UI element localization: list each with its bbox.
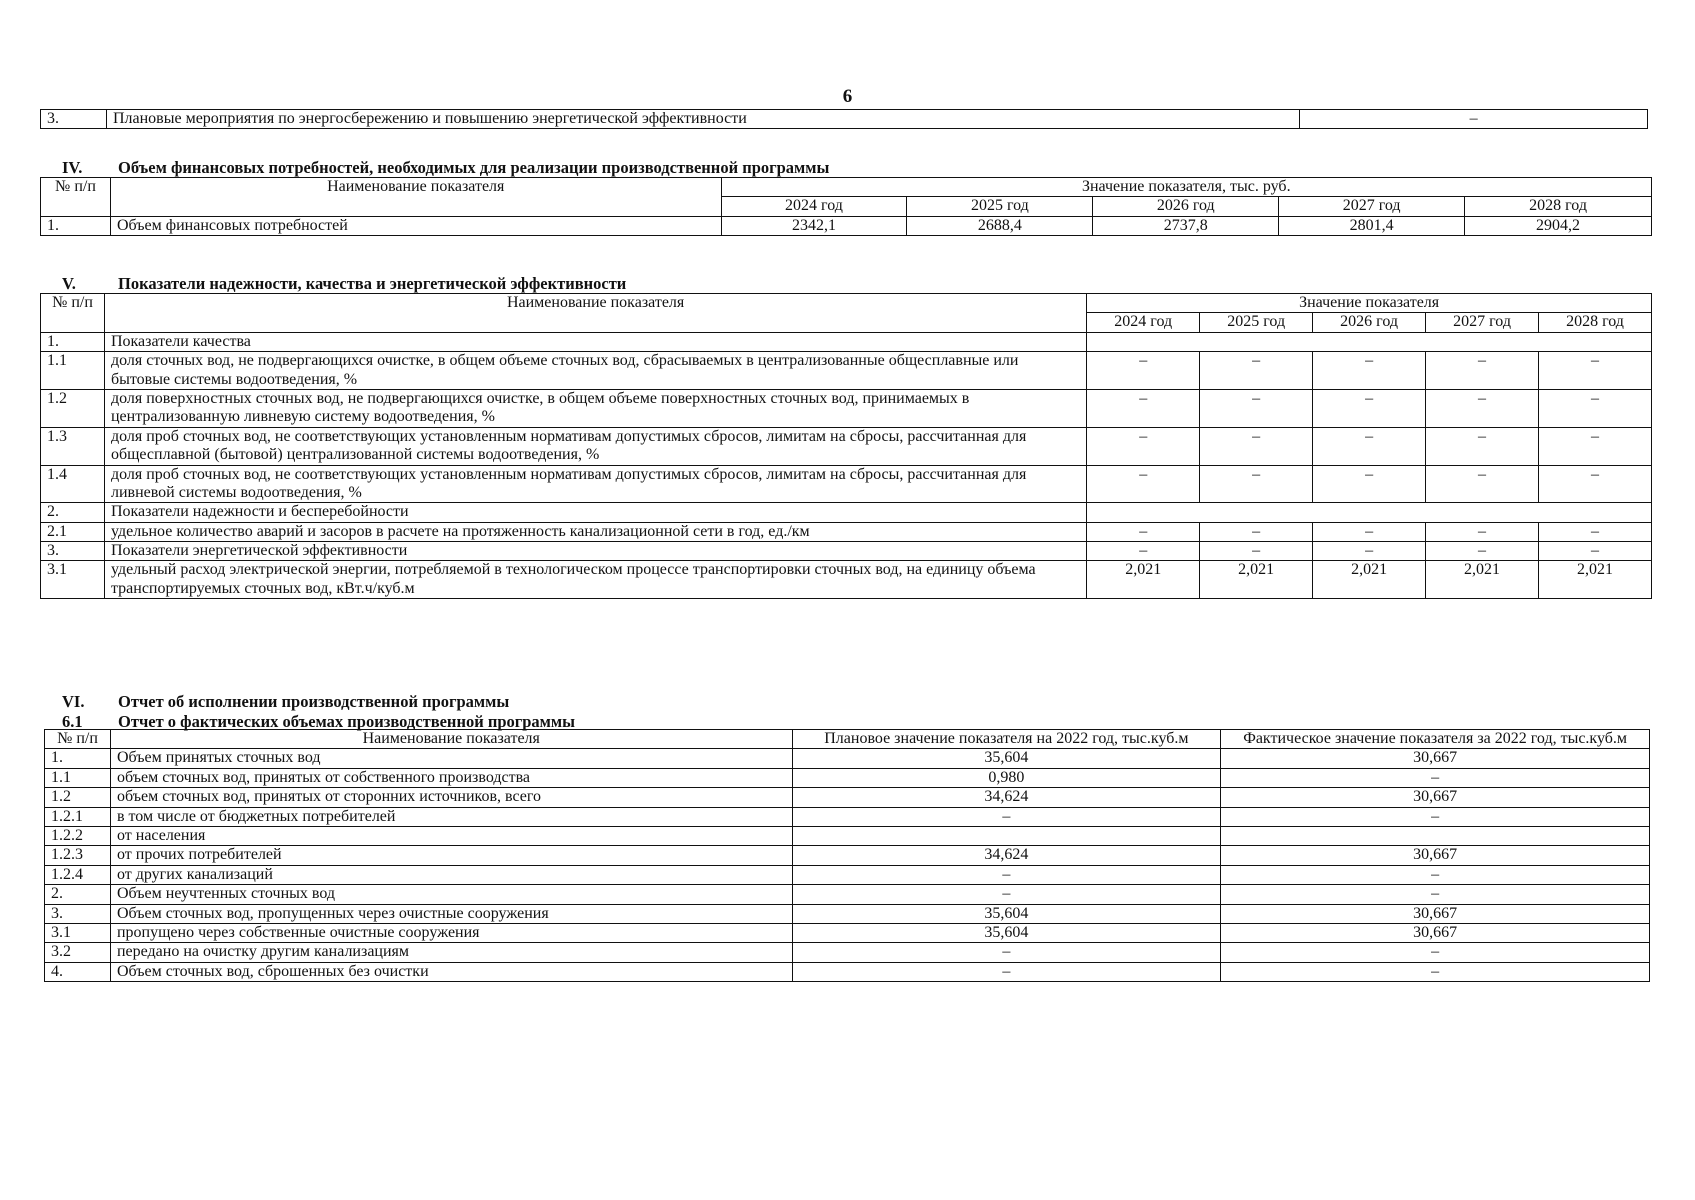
row-number: 1. <box>45 749 111 768</box>
table-row <box>41 352 1652 390</box>
row-plan-value <box>792 826 1221 845</box>
row-number: 1.2.3 <box>45 846 111 865</box>
row-plan-value: 35,604 <box>792 749 1221 768</box>
row-plan-value: 35,604 <box>792 923 1221 942</box>
table-row <box>45 826 1650 845</box>
row-name: Объем принятых сточных вод <box>110 749 792 768</box>
row-value: 2,021 <box>1426 561 1539 599</box>
row-fact-value: – <box>1221 962 1650 981</box>
row-value: – <box>1426 352 1539 390</box>
section-number: V. <box>62 274 76 293</box>
row-number: 2. <box>41 503 105 522</box>
row-fact-value: – <box>1221 807 1650 826</box>
table-row <box>41 427 1652 465</box>
row-fact-value: – <box>1221 768 1650 787</box>
row-plan-value: – <box>792 885 1221 904</box>
table-row <box>45 846 1650 865</box>
year-header: 2024 год <box>721 197 907 216</box>
table-row <box>45 943 1650 962</box>
row-number: 3. <box>45 904 111 923</box>
row-number: 4. <box>45 962 111 981</box>
table-row <box>41 110 1648 129</box>
col-header-value: Значение показателя, тыс. руб. <box>721 178 1651 197</box>
row-fact-value: – <box>1221 885 1650 904</box>
page-number: 6 <box>842 86 853 107</box>
row-fact-value: – <box>1221 865 1650 884</box>
row-value: 2904,2 <box>1465 216 1652 235</box>
row-value: – <box>1200 427 1313 465</box>
row-name: пропущено через собственные очистные сооружения <box>110 923 792 942</box>
section-5-heading <box>62 274 626 294</box>
row-number: 1.4 <box>41 465 105 503</box>
table-row <box>41 465 1652 503</box>
row-number: 1.2 <box>41 389 105 427</box>
col-header-plan: Плановое значение показателя на 2022 год, тыс.куб.м <box>792 730 1221 749</box>
row-fact-value: 30,667 <box>1221 788 1650 807</box>
row-name: удельное количество аварий и засоров в расчете на протяженность канализационной сети в год, ед./км <box>104 522 1086 541</box>
row-number: 1.2 <box>45 788 111 807</box>
row-value: – <box>1087 427 1200 465</box>
row-value: – <box>1200 465 1313 503</box>
row-name: от населения <box>110 826 792 845</box>
row-name: Показатели надежности и бесперебойности <box>104 503 1086 522</box>
table-row <box>41 561 1652 599</box>
row-number: 1. <box>41 216 111 235</box>
row-name: доля проб сточных вод, не соответствующих установленным нормативам допустимых сбросов, лимитам на сбросы, рассчитанная для общесплавной (бытовой) централизованной системы водоотведения, % <box>104 427 1086 465</box>
row-number: 1. <box>41 332 105 351</box>
table-row <box>45 807 1650 826</box>
col-header-fact: Фактическое значение показателя за 2022 год, тыс.куб.м <box>1221 730 1650 749</box>
row-name: Плановые мероприятия по энергосбережению и повышению энергетической эффективности <box>106 110 1299 129</box>
row-value: – <box>1539 465 1652 503</box>
row-plan-value: 35,604 <box>792 904 1221 923</box>
row-value: – <box>1087 389 1200 427</box>
table-row <box>45 788 1650 807</box>
col-header-number: № п/п <box>45 730 111 749</box>
row-name: Показатели энергетической эффективности <box>104 542 1086 561</box>
row-fact-value: – <box>1221 943 1650 962</box>
row-value: – <box>1200 542 1313 561</box>
row-value: – <box>1426 427 1539 465</box>
row-name: Объем сточных вод, пропущенных через очистные сооружения <box>110 904 792 923</box>
row-value: – <box>1087 465 1200 503</box>
row-value: 2,021 <box>1200 561 1313 599</box>
row-value: – <box>1426 522 1539 541</box>
row-fact-value: 30,667 <box>1221 923 1650 942</box>
row-name: от других канализаций <box>110 865 792 884</box>
row-name: удельный расход электрической энергии, потребляемой в технологическом процессе транспортировки сточных вод, на единицу объема транспортируемых сточных вод, кВт.ч/куб.м <box>104 561 1086 599</box>
empty-value-cell <box>1087 503 1652 522</box>
row-name: доля проб сточных вод, не соответствующих установленным нормативам допустимых сбросов, лимитам на сбросы, рассчитанная для ливневой системы водоотведения, % <box>104 465 1086 503</box>
row-value: 2,021 <box>1087 561 1200 599</box>
row-value: 2342,1 <box>721 216 907 235</box>
col-header-value: Значение показателя <box>1087 294 1652 313</box>
row-value: – <box>1313 427 1426 465</box>
row-number: 3. <box>41 542 105 561</box>
table-row <box>41 542 1652 561</box>
row-value: 2,021 <box>1313 561 1426 599</box>
empty-value-cell <box>1087 332 1652 351</box>
table-row <box>41 216 1652 235</box>
row-fact-value: 30,667 <box>1221 904 1650 923</box>
col-header-number: № п/п <box>41 294 105 333</box>
row-value: 2,021 <box>1539 561 1652 599</box>
year-header: 2027 год <box>1426 313 1539 332</box>
table-row <box>45 865 1650 884</box>
row-plan-value: 0,980 <box>792 768 1221 787</box>
year-header: 2027 год <box>1279 197 1465 216</box>
row-value: – <box>1087 352 1200 390</box>
row-name: Показатели качества <box>104 332 1086 351</box>
row-value: 2688,4 <box>907 216 1093 235</box>
row-fact-value: 30,667 <box>1221 846 1650 865</box>
table-row <box>41 503 1652 522</box>
row-value: – <box>1313 352 1426 390</box>
year-header: 2025 год <box>907 197 1093 216</box>
col-header-number: № п/п <box>41 178 111 217</box>
year-header: 2026 год <box>1093 197 1279 216</box>
section-6-heading <box>62 692 509 712</box>
section-4-heading <box>62 158 829 178</box>
section-title: Объем финансовых потребностей, необходимых для реализации производственной программы <box>118 158 830 177</box>
col-header-name: Наименование показателя <box>110 178 721 217</box>
row-name: Объем неучтенных сточных вод <box>110 885 792 904</box>
row-value: – <box>1313 542 1426 561</box>
section-title: Отчет об исполнении производственной программы <box>118 692 510 711</box>
section-title: Показатели надежности, качества и энергетической эффективности <box>118 274 627 293</box>
row-value: – <box>1426 389 1539 427</box>
year-header: 2028 год <box>1539 313 1652 332</box>
year-header: 2025 год <box>1200 313 1313 332</box>
table-row <box>45 923 1650 942</box>
row-number: 3.2 <box>45 943 111 962</box>
row-value: – <box>1200 389 1313 427</box>
row-name: доля сточных вод, не подвергающихся очистке, в общем объеме сточных вод, сбрасываемых в централизованные общесплавные или бытовые системы водоотведения, % <box>104 352 1086 390</box>
row-name: в том числе от бюджетных потребителей <box>110 807 792 826</box>
year-header: 2028 год <box>1465 197 1652 216</box>
row-plan-value: 34,624 <box>792 788 1221 807</box>
row-number: 3.1 <box>45 923 111 942</box>
row-value: – <box>1313 522 1426 541</box>
row-value: – <box>1539 352 1652 390</box>
row-value: 2737,8 <box>1093 216 1279 235</box>
row-value: – <box>1200 522 1313 541</box>
row-number: 2. <box>45 885 111 904</box>
table-row <box>45 749 1650 768</box>
row-number: 3. <box>41 110 107 129</box>
row-number: 2.1 <box>41 522 105 541</box>
row-number: 1.2.4 <box>45 865 111 884</box>
row-fact-value <box>1221 826 1650 845</box>
row-value: – <box>1539 427 1652 465</box>
row-number: 1.3 <box>41 427 105 465</box>
row-number: 1.2.2 <box>45 826 111 845</box>
energy-saving-table <box>40 109 1648 129</box>
row-plan-value: – <box>792 865 1221 884</box>
table-row <box>41 389 1652 427</box>
production-report-table <box>44 729 1650 982</box>
row-number: 1.2.1 <box>45 807 111 826</box>
table-row <box>45 904 1650 923</box>
row-plan-value: 34,624 <box>792 846 1221 865</box>
row-name: объем сточных вод, принятых от собственного производства <box>110 768 792 787</box>
year-header: 2026 год <box>1313 313 1426 332</box>
row-value: – <box>1313 465 1426 503</box>
row-value: – <box>1313 389 1426 427</box>
year-header: 2024 год <box>1087 313 1200 332</box>
section-title: Отчет о фактических объемах производственной программы <box>118 712 576 731</box>
row-plan-value: – <box>792 943 1221 962</box>
row-value: – <box>1539 389 1652 427</box>
row-value: – <box>1539 542 1652 561</box>
row-value: – <box>1426 542 1539 561</box>
row-name: доля поверхностных сточных вод, не подвергающихся очистке, в общем объеме поверхностных сточных вод, принимаемых в централизованную ливневую систему водоотведения, % <box>104 389 1086 427</box>
section-number: IV. <box>62 158 83 177</box>
row-value: – <box>1087 542 1200 561</box>
row-name: передано на очистку другим канализациям <box>110 943 792 962</box>
row-fact-value: 30,667 <box>1221 749 1650 768</box>
section-number: VI. <box>62 692 85 711</box>
table-row <box>45 768 1650 787</box>
row-value: 2801,4 <box>1279 216 1465 235</box>
row-number: 1.1 <box>45 768 111 787</box>
table-row <box>45 885 1650 904</box>
financial-needs-table <box>40 177 1652 236</box>
table-row <box>41 522 1652 541</box>
table-row <box>41 332 1652 351</box>
row-value: – <box>1539 522 1652 541</box>
row-number: 1.1 <box>41 352 105 390</box>
section-number: 6.1 <box>62 712 83 731</box>
row-name: Объем финансовых потребностей <box>110 216 721 235</box>
reliability-quality-table <box>40 293 1652 599</box>
row-name: объем сточных вод, принятых от сторонних источников, всего <box>110 788 792 807</box>
row-value: – <box>1426 465 1539 503</box>
row-name: от прочих потребителей <box>110 846 792 865</box>
col-header-name: Наименование показателя <box>110 730 792 749</box>
row-name: Объем сточных вод, сброшенных без очистки <box>110 962 792 981</box>
row-plan-value: – <box>792 807 1221 826</box>
table-row <box>45 962 1650 981</box>
row-value: – <box>1200 352 1313 390</box>
row-plan-value: – <box>792 962 1221 981</box>
row-number: 3.1 <box>41 561 105 599</box>
row-value: – <box>1300 110 1648 129</box>
row-value: – <box>1087 522 1200 541</box>
col-header-name: Наименование показателя <box>104 294 1086 333</box>
